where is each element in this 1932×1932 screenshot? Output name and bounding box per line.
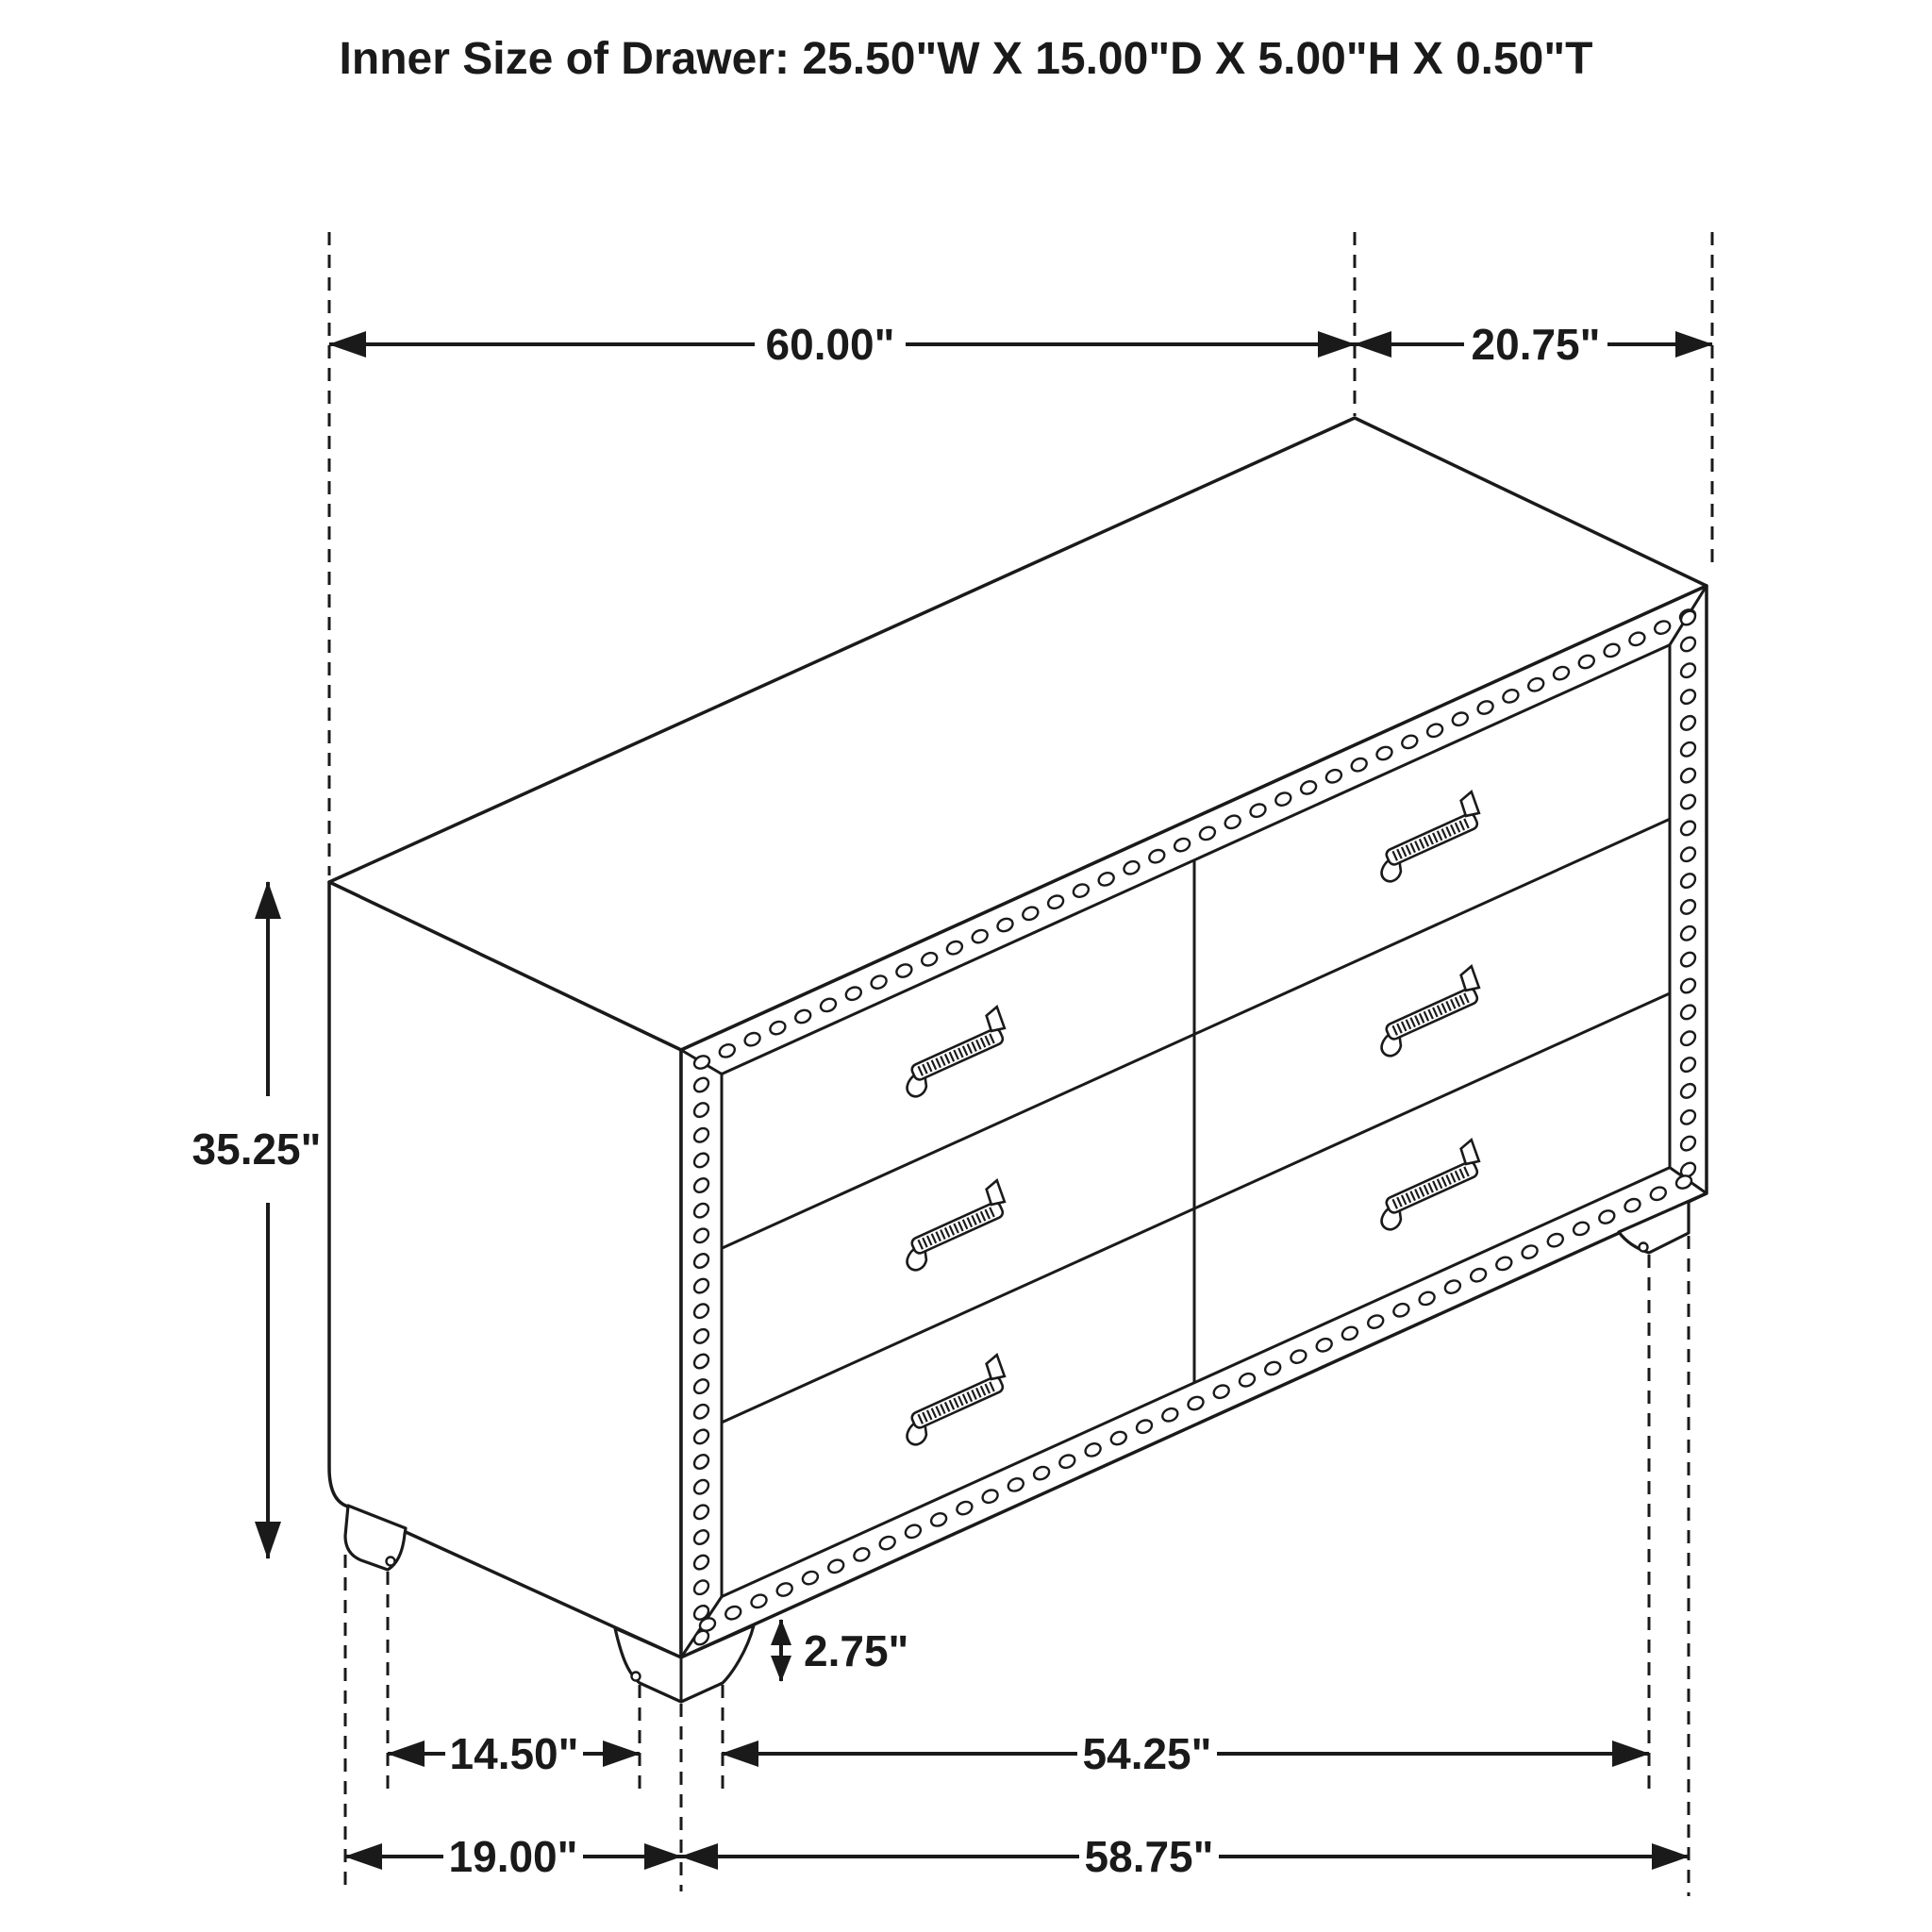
dimension-label-front-leg-inner-span: 54.25" <box>1082 1729 1212 1778</box>
leg-scroll-detail <box>632 1673 641 1681</box>
dimension-label-side-floor-depth: 19.00" <box>448 1832 578 1881</box>
dimension-label-side-leg-spacing: 14.50" <box>449 1729 579 1778</box>
leg-scroll-detail <box>387 1557 395 1566</box>
dimension-label-leg-height: 2.75" <box>804 1626 909 1675</box>
dimension-label-front-floor-width: 58.75" <box>1084 1832 1214 1881</box>
dimension-label-overall-width: 60.00" <box>765 320 895 369</box>
dimension-label-overall-height: 35.25" <box>192 1124 322 1174</box>
dimension-label-overall-depth: 20.75" <box>1471 320 1601 369</box>
leg-scroll-detail <box>1640 1243 1648 1252</box>
diagram-title: Inner Size of Drawer: 25.50"W X 15.00"D X 5.00"H X 0.50"T <box>339 34 1593 84</box>
